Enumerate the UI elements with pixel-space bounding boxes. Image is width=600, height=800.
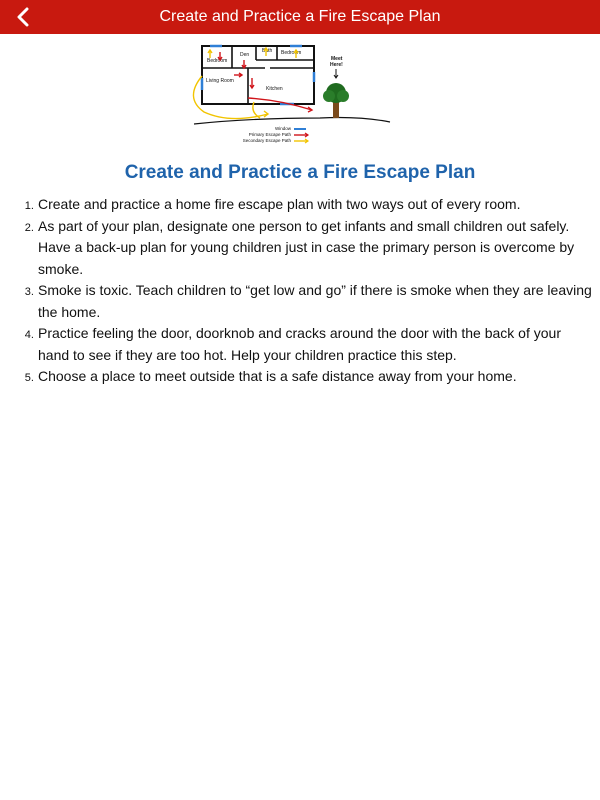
meet-label-line1: Meet xyxy=(331,56,343,62)
page-heading: Create and Practice a Fire Escape Plan xyxy=(124,162,476,183)
step-item: 4. Practice feeling the door, doorknob and cracks around the door with the back of your hand to see if they are too hot. Help your children practice this step. xyxy=(37,323,592,366)
navigation-bar xyxy=(0,0,600,34)
room-label-living-room: Living Room xyxy=(206,78,234,84)
room-label-bedroom: Bedroom xyxy=(207,58,228,64)
step-item: 5. Choose a place to meet outside that is a safe distance away from your home. xyxy=(37,366,592,388)
legend-window: Window xyxy=(274,126,291,131)
legend-primary: Primary Escape Path xyxy=(248,132,291,137)
ground-line xyxy=(194,118,390,125)
back-button[interactable] xyxy=(6,0,40,34)
step-item: 2. As part of your plan, designate one person to get infants and small children out safely. Have a back-up plan for young children just in case the primary person is overcome by smoke. xyxy=(37,216,592,281)
chevron-left-icon xyxy=(16,7,30,27)
steps-list xyxy=(0,194,600,388)
step-item: 3. Smoke is toxic. Teach children to “get low and go” if there is smoke when they are leaving the home. xyxy=(37,280,592,323)
nav-title: Create and Practice a Fire Escape Plan xyxy=(159,8,441,25)
legend-secondary: Secondary Escape Path xyxy=(242,138,291,143)
step-item: 1. Create and practice a home fire escape plan with two ways out of every room. xyxy=(37,194,592,216)
room-label-kitchen: Kitchen xyxy=(266,86,283,92)
room-label-bath: Bath xyxy=(262,48,273,54)
room-label-den: Den xyxy=(240,52,250,58)
fire-escape-plan-illustration xyxy=(190,38,410,154)
room-label-bedroom-2: Bedroom xyxy=(281,50,302,56)
meet-label-line2: Here! xyxy=(330,62,343,68)
